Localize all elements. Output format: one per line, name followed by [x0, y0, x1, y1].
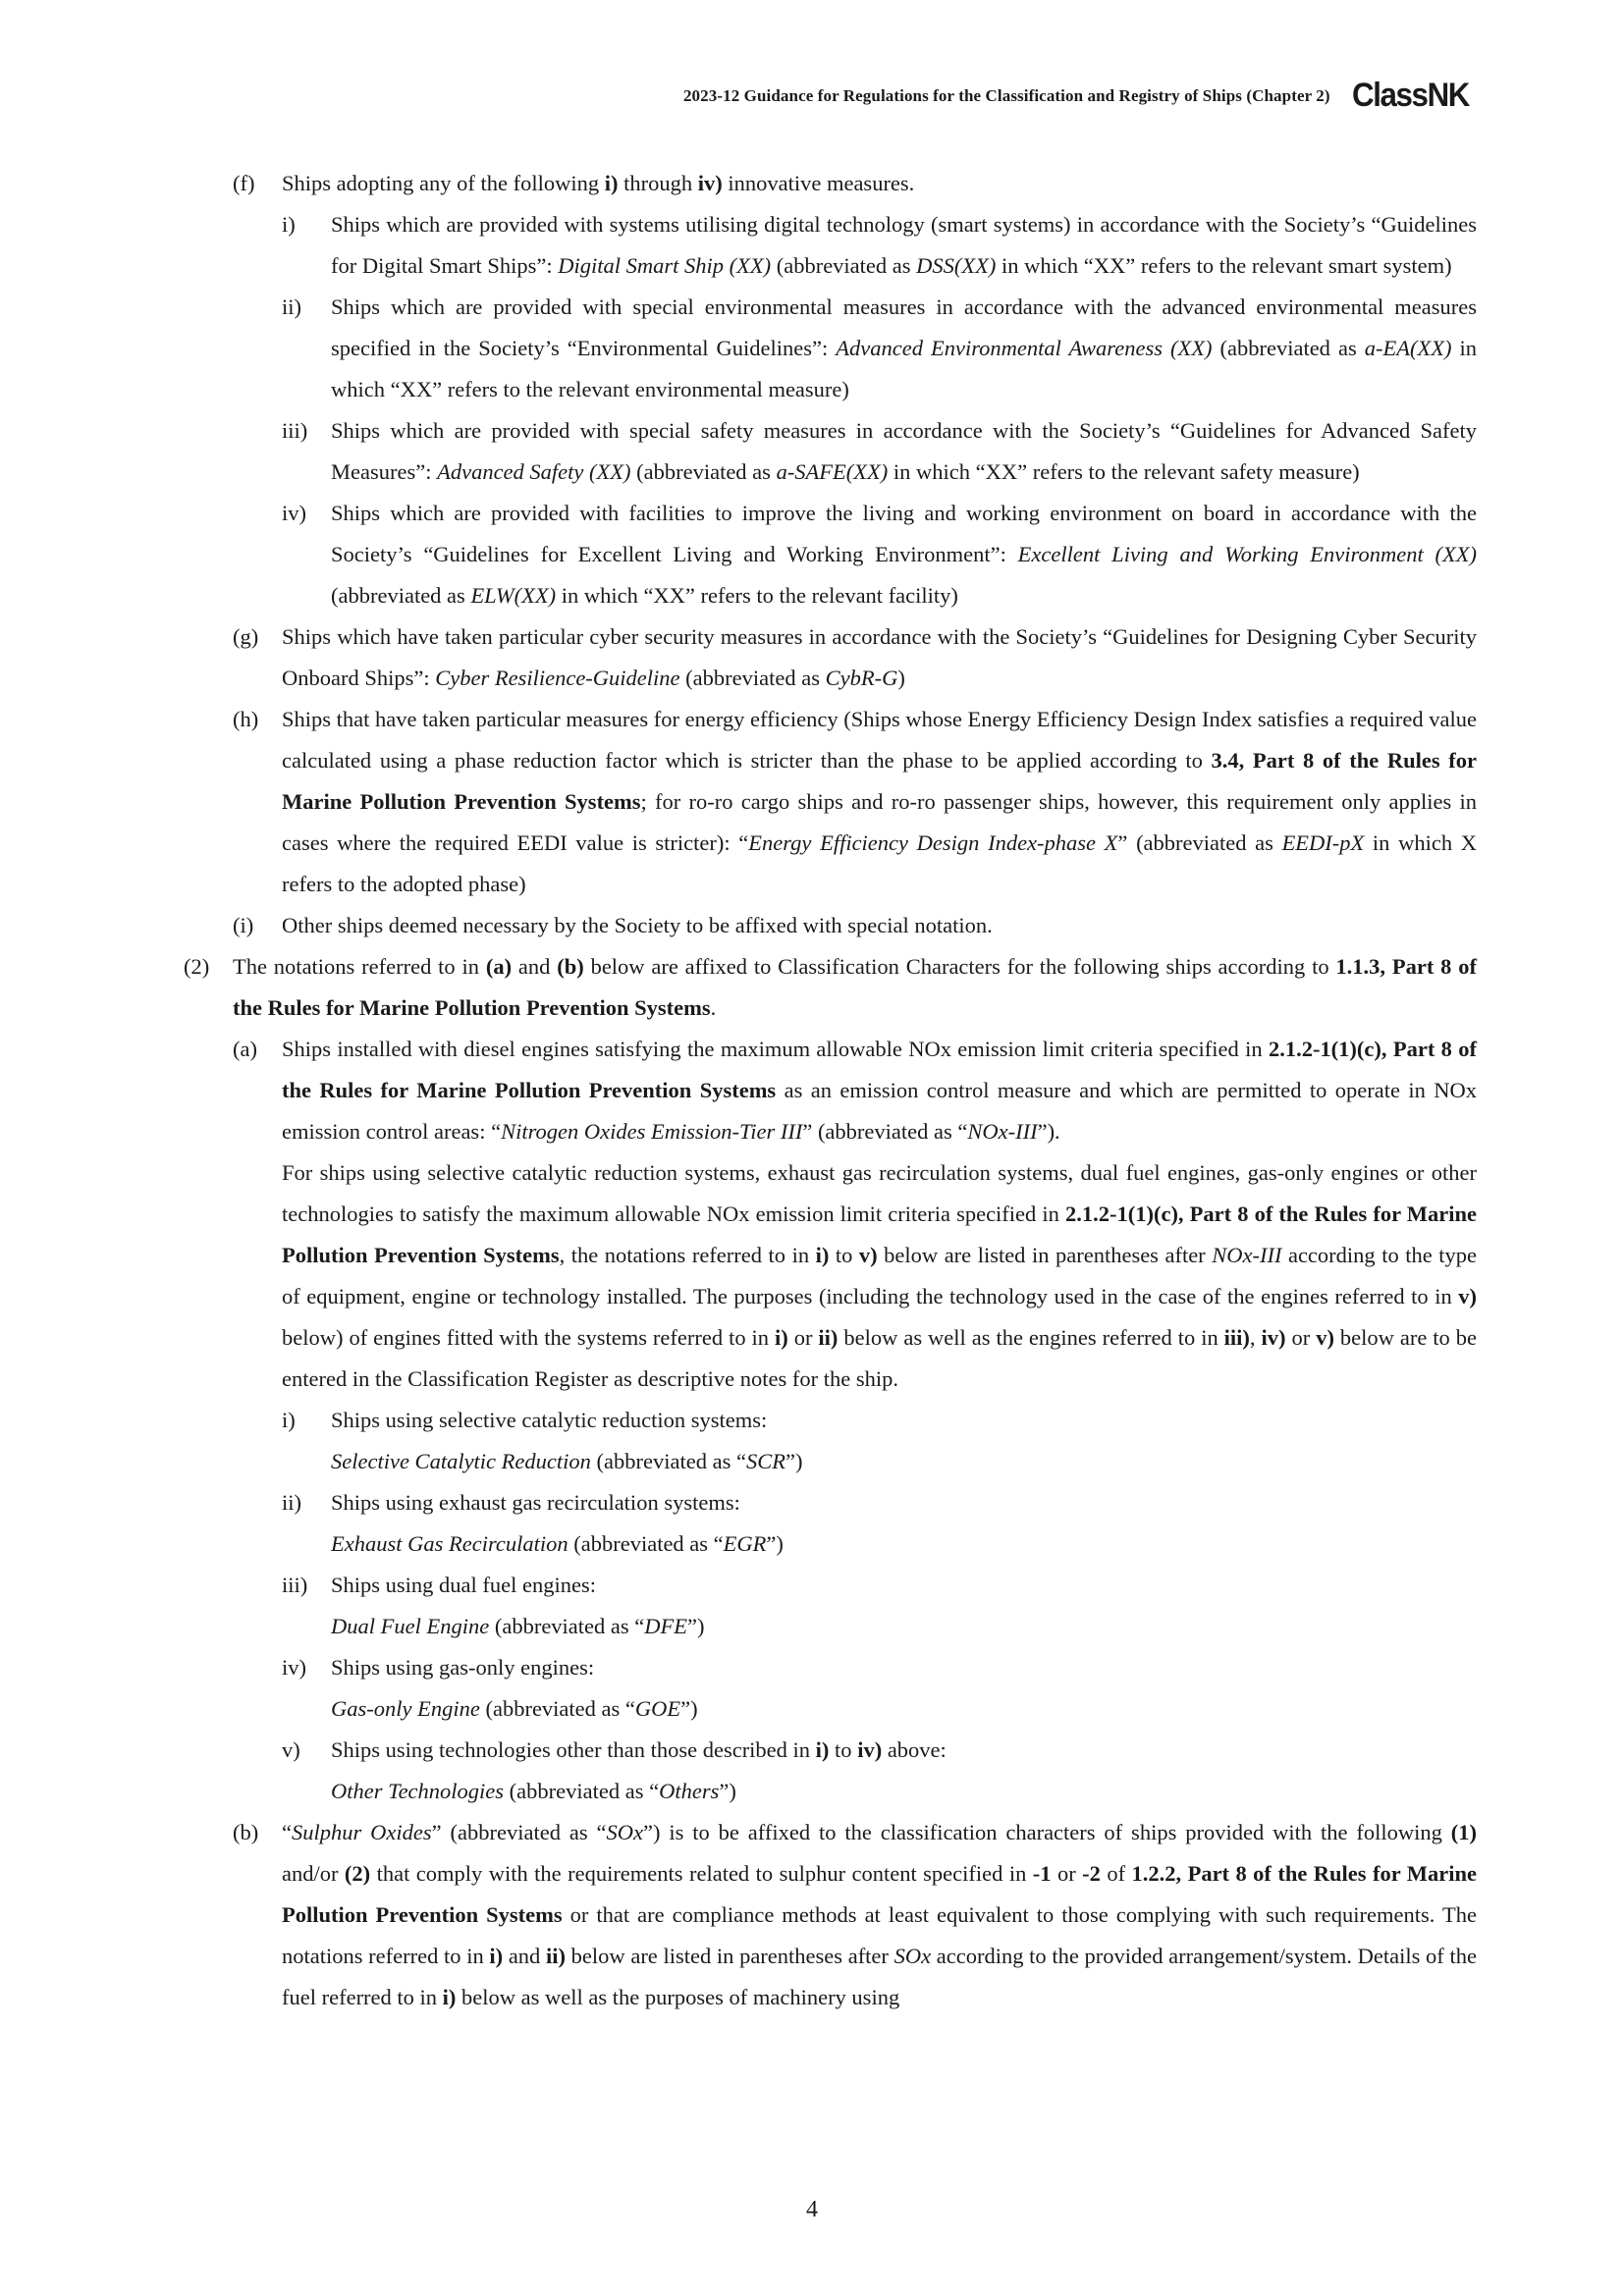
- item-marker: iii): [282, 1573, 308, 1597]
- item-f-ii: ii) Ships which are provided with special environmental measures in accordance with the advanced environmental measures specified in the Society’s “Environmental Guidelines”: Advanced Environmental Awareness (XX) (abbreviated as a-EA(XX) in which “XX” refers to the relevant environmental measure): [282, 287, 1477, 410]
- item-h: (h) Ships that have taken particular measures for energy efficiency (Ships whose Energy Efficiency Design Index satisfies a required value calculated using a phase reduction factor which is stricter than the phase to be applied according to 3.4, Part 8 of the Rules for Marine Pollution Prevention Systems; for ro-ro cargo ships and ro-ro passenger ships, however, this requirement only applies in cases where the required EEDI value is stricter): “Energy Efficiency Design Index-phase X” (abbreviated as EEDI-pX in which X refers to the adopted phase): [233, 699, 1477, 905]
- item-a: (a) Ships installed with diesel engines satisfying the maximum allowable NOx emission limit criteria specified in 2.1.2-1(1)(c), Part 8 of the Rules for Marine Pollution Prevention Systems as an emission control measure and which are permitted to operate in NOx emission control areas: “Nitrogen Oxides Emission-Tier III” (abbreviated as “NOx-III”).: [233, 1029, 1477, 1152]
- item-marker: (a): [233, 1037, 257, 1061]
- page-header: [683, 77, 1479, 115]
- page-number: 4: [806, 2197, 818, 2222]
- notation-others: Other Technologies (abbreviated as “Others”): [331, 1779, 736, 1803]
- paragraph-2: (2) The notations referred to in (a) and (b) below are affixed to Classification Characters for the following ships according to 1.1.3, Part 8 of the Rules for Marine Pollution Prevention Systems.: [184, 946, 1477, 1029]
- item-a-iv: iv) Ships using gas-only engines:: [282, 1647, 1477, 1688]
- item-marker: ii): [282, 1490, 301, 1515]
- item-b: (b) “Sulphur Oxides” (abbreviated as “SOx”) is to be affixed to the classification characters of ships provided with the following (1) and/or (2) that comply with the requirements related to sulphur content specified in -1 or -2 of 1.2.2, Part 8 of the Rules for Marine Pollution Prevention Systems or that are compliance methods at least equivalent to those complying with such requirements. The notations referred to in i) and ii) below are listed in parentheses after SOx according to the provided arrangement/system. Details of the fuel referred to in i) below as well as the purposes of machinery using: [233, 1812, 1477, 2018]
- item-marker: (h): [233, 707, 259, 731]
- item-f-i: i) Ships which are provided with systems utilising digital technology (smart systems) in accordance with the Society’s “Guidelines for Digital Smart Ships”: Digital Smart Ship (XX) (abbreviated as DSS(XX) in which “XX” refers to the relevant smart system): [282, 204, 1477, 287]
- item-marker: v): [282, 1737, 300, 1762]
- item-f-iv: iv) Ships which are provided with facilities to improve the living and working environment on board in accordance with the Society’s “Guidelines for Excellent Living and Working Environment”: Excellent Living and Working Environment (XX) (abbreviated as ELW(XX) in which “XX” refers to the relevant facility): [282, 493, 1477, 616]
- notation-goe: Gas-only Engine (abbreviated as “GOE”): [331, 1696, 698, 1721]
- item-marker: iv): [282, 501, 306, 525]
- item-marker: (2): [184, 954, 210, 979]
- notation-egr: Exhaust Gas Recirculation (abbreviated as “EGR”): [331, 1531, 784, 1556]
- item-marker: (b): [233, 1820, 259, 1844]
- notation-scr: Selective Catalytic Reduction (abbreviated as “SCR”): [331, 1449, 803, 1473]
- header-title: 2023-12 Guidance for Regulations for the Classification and Registry of Ships (Chapter 2): [682, 85, 1330, 105]
- classnk-logo: ClassNK: [1351, 77, 1469, 114]
- item-a-ii: ii) Ships using exhaust gas recirculation systems:: [282, 1482, 1477, 1523]
- item-marker: (g): [233, 624, 259, 649]
- item-a-i: i) Ships using selective catalytic reduction systems:: [282, 1400, 1477, 1441]
- item-marker: i): [282, 212, 296, 237]
- item-marker: iv): [282, 1655, 306, 1680]
- item-marker: i): [282, 1408, 296, 1432]
- document-body: [0, 163, 1624, 2018]
- item-g: (g) Ships which have taken particular cyber security measures in accordance with the Society’s “Guidelines for Designing Cyber Security Onboard Ships”: Cyber Resilience-Guideline (abbreviated as CybR-G): [233, 616, 1477, 699]
- item-i: (i) Other ships deemed necessary by the Society to be affixed with special notation.: [233, 905, 1477, 946]
- item-a-v: v) Ships using technologies other than those described in i) to iv) above:: [282, 1730, 1477, 1771]
- item-marker: (f): [233, 171, 255, 195]
- item-a-iii: iii) Ships using dual fuel engines:: [282, 1565, 1477, 1606]
- item-marker: ii): [282, 294, 301, 319]
- notation-dfe: Dual Fuel Engine (abbreviated as “DFE”): [331, 1614, 705, 1638]
- item-f-iii: iii) Ships which are provided with special safety measures in accordance with the Society’s “Guidelines for Advanced Safety Measures”: Advanced Safety (XX) (abbreviated as a-SAFE(XX) in which “XX” refers to the relevant safety measure): [282, 410, 1477, 493]
- item-f: (f) Ships adopting any of the following i) through iv) innovative measures.: [233, 163, 1477, 204]
- item-a-continuation: For ships using selective catalytic reduction systems, exhaust gas recirculation systems, dual fuel engines, gas-only engines or other technologies to satisfy the maximum allowable NOx emission limit criteria specified in 2.1.2-1(1)(c), Part 8 of the Rules for Marine Pollution Prevention Systems, the notations referred to in i) to v) below are listed in parentheses after NOx-III according to the type of equipment, engine or technology installed. The purposes (including the technology used in the case of the engines referred to in v) below) of engines fitted with the systems referred to in i) or ii) below as well as the engines referred to in iii), iv) or v) below are to be entered in the Classification Register as descriptive notes for the ship.: [282, 1160, 1477, 1391]
- item-marker: iii): [282, 418, 308, 443]
- item-marker: (i): [233, 913, 254, 937]
